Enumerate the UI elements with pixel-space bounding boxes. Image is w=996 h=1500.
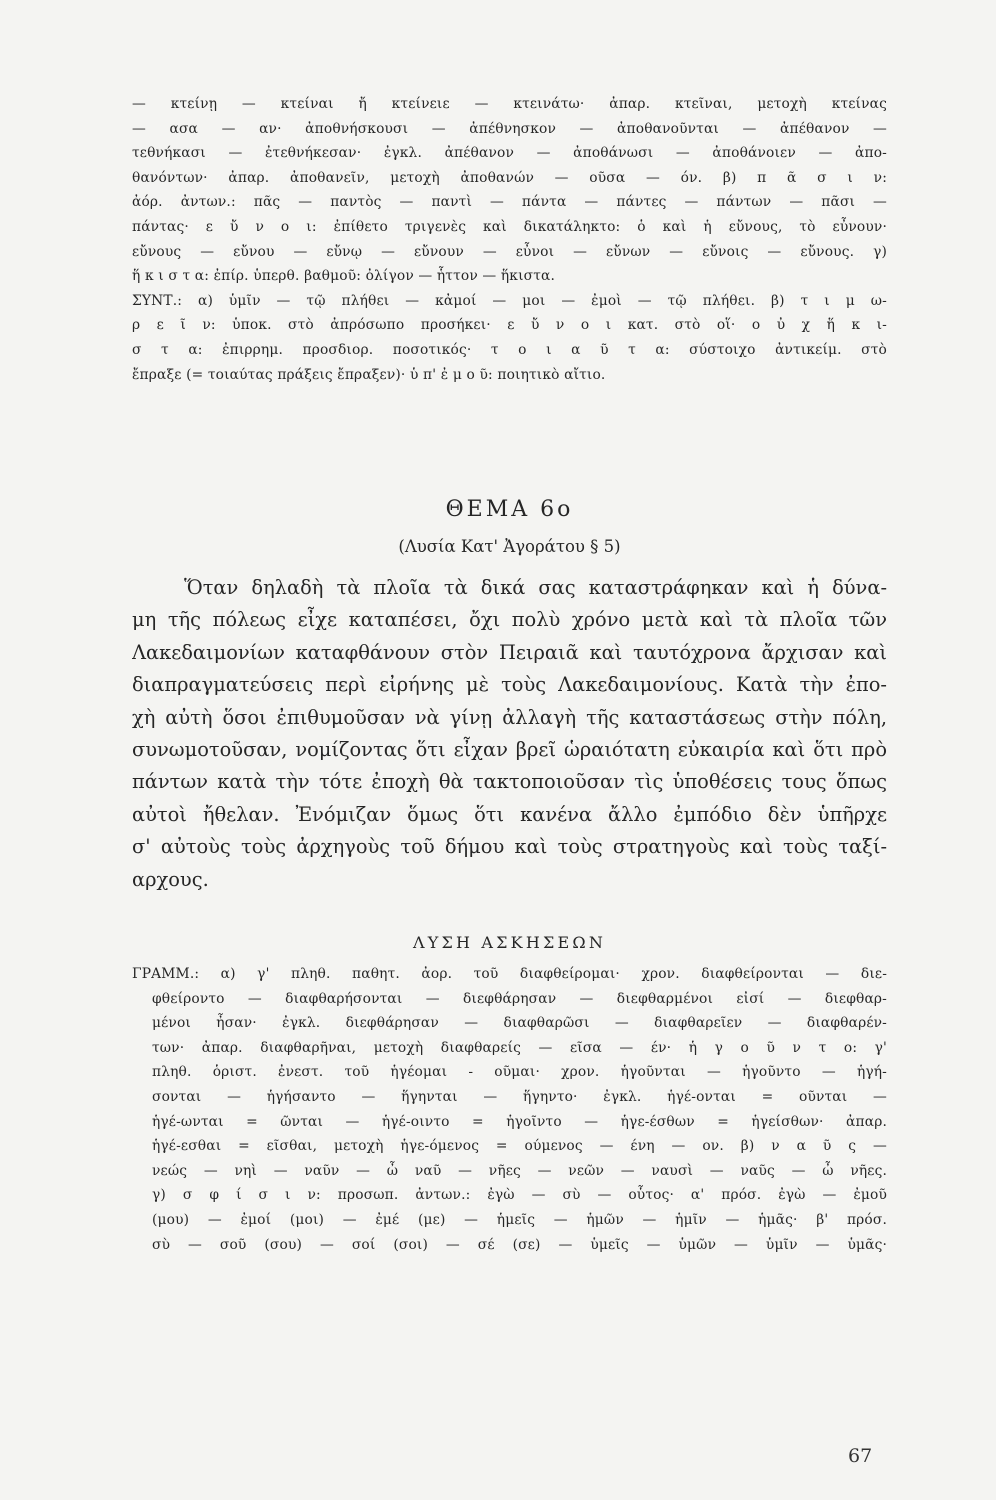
- page-number: 67: [848, 1445, 873, 1467]
- text-line: διαπραγματεύσεις περὶ εἰρήνης μὲ τοὺς Λακεδαιμονίους. Κατὰ τὴν ἐπο-: [132, 673, 887, 697]
- text-line: αρχους.: [132, 867, 209, 891]
- solution-title: ΛΥΣΗ ΑΣΚΗΣΕΩΝ: [412, 933, 607, 952]
- text-line: μένοι ἦσαν· ἐγκλ. διεφθάρησαν — διαφθαρῶσι — διαφθαρεῖεν — διαφθαρέν-: [152, 1015, 887, 1032]
- text-line: σονται — ἡγήσαντο — ἥγηνται — ἥγηντο· ἐγκλ. ἡγέ-ονται = οῦνται —: [152, 1088, 887, 1105]
- text-line: αὐτοὶ ἤθελαν. Ἐνόμιζαν ὅμως ὅτι κανένα ἄλλο ἐμπόδιο δὲν ὑπῆρχε: [132, 802, 887, 826]
- text-line: των· ἀπαρ. διαφθαρῆναι, μετοχὴ διαφθαρείς — εῖσα — έν· ἡ γ ο ῦ ν τ ο: γ': [152, 1039, 887, 1056]
- text-line: σ τ α: ἐπιρρημ. προσδιορ. ποσοτικός· τ ο ι α ῦ τ α: σύστοιχο ἀντικείμ. στὸ: [132, 341, 887, 358]
- text-line: θανόντων· ἀπαρ. ἀποθανεῖν, μετοχὴ ἀποθανών — οῦσα — όν. β) π ᾶ σ ι ν:: [132, 169, 887, 186]
- solution-notes: [132, 962, 887, 1257]
- translation-paragraph: [132, 572, 887, 896]
- text-line: πάντας· ε ὔ ν ο ι: ἐπίθετο τριγενὲς καὶ δικατάληκτο: ὁ καὶ ἡ εὔνους, τὸ εὖνουν·: [132, 218, 887, 235]
- text-line: ἔπραξε (= τοιαύτας πράξεις ἔπραξεν)· ὑ π' ἐ μ ο ῦ: ποιητικὸ αἴτιο.: [132, 366, 606, 383]
- text-line: τεθνήκασι — ἐτεθνήκεσαν· ἐγκλ. ἀπέθανον — ἀποθάνωσι — ἀποθάνοιεν — ἀπο-: [132, 145, 887, 162]
- text-line: εὔνους — εὔνου — εὔνῳ — εὔνουν — εὖνοι — εὔνων — εὔνοις — εὔνους. γ): [132, 243, 887, 260]
- text-line: (μου) — ἐμοί (μοι) — ἐμέ (με) — ἡμεῖς — ἡμῶν — ἡμῖν — ἡμᾶς· β' πρόσ.: [152, 1211, 887, 1228]
- text-line: γ) σ φ ί σ ι ν: προσωπ. ἀντων.: ἐγὼ — σὺ — οὗτος· α' πρόσ. ἐγὼ — ἐμοῦ: [152, 1187, 887, 1204]
- text-line: σ' αὐτοὺς τοὺς ἀρχηγοὺς τοῦ δήμου καὶ τοὺς στρατηγοὺς καὶ τοὺς ταξί-: [132, 835, 887, 859]
- text-line: μη τῆς πόλεως εἶχε καταπέσει, ὄχι πολὺ χρόνο μετὰ καὶ τὰ πλοῖα τῶν: [132, 608, 887, 632]
- text-line: ΓΡΑΜΜ.: α) γ' πληθ. παθητ. ἀορ. τοῦ διαφθείρομαι· χρον. διαφθείρονται — διε-: [132, 966, 887, 982]
- text-line: συνωμοτοῦσαν, νομίζοντας ὅτι εἶχαν βρεῖ ὡραιότατη εὐκαιρία καὶ ὅτι πρὸ: [132, 737, 887, 761]
- text-line: Λακεδαιμονίων καταφθάνουν στὸν Πειραιᾶ καὶ ταυτόχρονα ἄρχισαν καὶ: [132, 640, 887, 664]
- text-line: χὴ αὐτὴ ὅσοι ἐπιθυμοῦσαν νὰ γίνῃ ἀλλαγὴ τῆς καταστάσεως στὴν πόλη,: [132, 705, 887, 729]
- text-line: σὺ — σοῦ (σου) — σοί (σοι) — σέ (σε) — ὑμεῖς — ὑμῶν — ὑμῖν — ὑμᾶς·: [152, 1236, 887, 1253]
- syntax-line: ΣΥΝΤ.: α) ὑμῖν — τῷ πλήθει — κἀμοί — μοι — ἐμοὶ — τῷ πλήθει. β) τ ι μ ω-: [132, 292, 887, 309]
- text-line: ἡγέ-ωνται = ῶνται — ἡγέ-οιντο = ἡγοῖντο — ἡγε-έσθων = ἡγείσθων· ἀπαρ.: [152, 1113, 887, 1130]
- theme-source: (Λυσία Κατ' Ἀγοράτου § 5): [398, 537, 621, 556]
- theme-title: ΘΕΜΑ 6ο: [445, 497, 574, 522]
- text-line: ἡγέ-εσθαι = εῖσθαι, μετοχὴ ἡγε-όμενος = ούμενος — ένη — ον. β) ν α ῦ ς —: [152, 1138, 887, 1155]
- text-line: ἀόρ. ἀντων.: πᾶς — παντὸς — παντὶ — πάντα — πάντες — πάντων — πᾶσι —: [132, 194, 887, 211]
- text-line: φθείροντο — διαφθαρήσονται — διεφθάρησαν — διεφθαρμένοι εἰσί — διεφθαρ-: [152, 990, 887, 1007]
- text-line: νεώς — νηὶ — ναῦν — ὦ ναῦ — νῆες — νεῶν — ναυσὶ — ναῦς — ὦ νῆες.: [152, 1162, 887, 1179]
- grammar-notes-top: [132, 92, 887, 387]
- text-line: ρ ε ῖ ν: ὑποκ. στὸ ἀπρόσωπο προσήκει· ε ὔ ν ο ι κατ. στὸ οἵ· ο ὐ χ ἥ κ ι-: [132, 317, 887, 334]
- text-line: πληθ. ὁριστ. ἐνεστ. τοῦ ἡγέομαι - οῦμαι· χρον. ἡγοῦνται — ἡγοῦντο — ἡγή-: [152, 1064, 887, 1081]
- text-line: ἥ κ ι σ τ α: ἐπίρ. ὑπερθ. βαθμοῦ: ὀλίγον — ἧττον — ἥκιστα.: [132, 268, 555, 285]
- text-line: Ὅταν δηλαδὴ τὰ πλοῖα τὰ δικά σας καταστράφηκαν καὶ ἡ δύνα-: [184, 576, 887, 599]
- text-line: — κτείνῃ — κτείναι ἤ κτείνειε — κτεινάτω· ἀπαρ. κτεῖναι, μετοχὴ κτείνας: [132, 96, 887, 112]
- text-line: πάντων κατὰ τὴν τότε ἐποχὴ θὰ τακτοποιοῦσαν τὶς ὑποθέσεις τους ὅπως: [132, 770, 887, 794]
- text-line: — ασα — αν· ἀποθνήσκουσι — ἀπέθνησκον — ἀποθανοῦνται — ἀπέθανον —: [132, 120, 887, 137]
